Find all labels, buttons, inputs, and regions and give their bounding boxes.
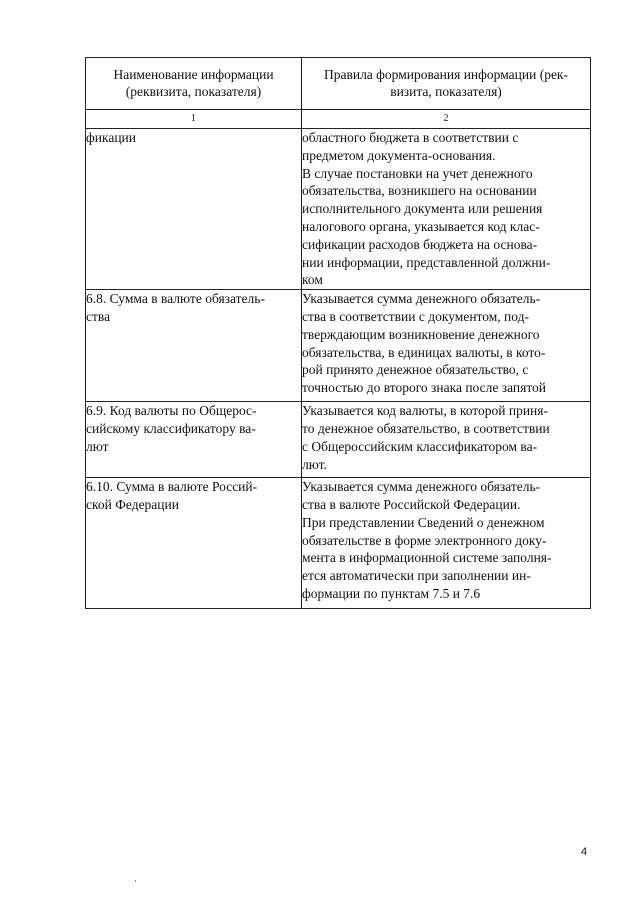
requisites-table bbox=[85, 57, 591, 609]
row-name: 6.9. Код валюты по Общерос- сийскому классификатору ва- лют bbox=[86, 402, 302, 478]
row-rule: Указывается сумма денежного обязатель- ства в валюте Российской Федерации. При представлении Сведений о денежном обязательстве в форме электронного доку- мента в информационной системе заполня- ется автоматически при заполнении ин- формации по пунктам 7.5 и 7.6 bbox=[302, 478, 591, 609]
row-name: фикации bbox=[86, 129, 302, 290]
table-header-row bbox=[86, 58, 591, 110]
table-row bbox=[86, 290, 591, 402]
row-rule: Указывается код валюты, в которой приня- то денежное обязательство, в соответствии с Общероссийским классификатором ва- лют. bbox=[302, 402, 591, 478]
scan-speck bbox=[135, 880, 136, 882]
header-rule bbox=[302, 58, 591, 110]
header-name-text: Наименование информации (реквизита, показателя) bbox=[113, 67, 274, 99]
table-row bbox=[86, 402, 591, 478]
page-number: 4 bbox=[581, 846, 588, 858]
row-rule: областного бюджета в соответствии с предметом документа-основания. В случае постановки на учет денежного обязательства, возникшего на основании исполнительного документа или решения налогового органа, указывается код клас- сификации расходов бюджета на основа- нии информации, представленной должни- ком bbox=[302, 129, 591, 290]
header-name bbox=[86, 58, 302, 110]
table-row bbox=[86, 129, 591, 290]
table-row bbox=[86, 478, 591, 609]
header-rule-text: Правила формирования информации (рек- визита, показателя) bbox=[323, 67, 568, 99]
row-rule: Указывается сумма денежного обязатель- ства в соответствии с документом, под- тверждающим возникновение денежного обязательства, в единицах валюты, в кото- рой принято денежное обязательство, с точностью до второго знака после запятой bbox=[302, 290, 591, 402]
row-name: 6.8. Сумма в валюте обязатель- ства bbox=[86, 290, 302, 402]
row-name: 6.10. Сумма в валюте Россий- ской Федерации bbox=[86, 478, 302, 609]
column-number-row bbox=[86, 110, 591, 129]
column-number-1: 1 bbox=[86, 110, 302, 129]
column-number-2: 2 bbox=[302, 110, 591, 129]
